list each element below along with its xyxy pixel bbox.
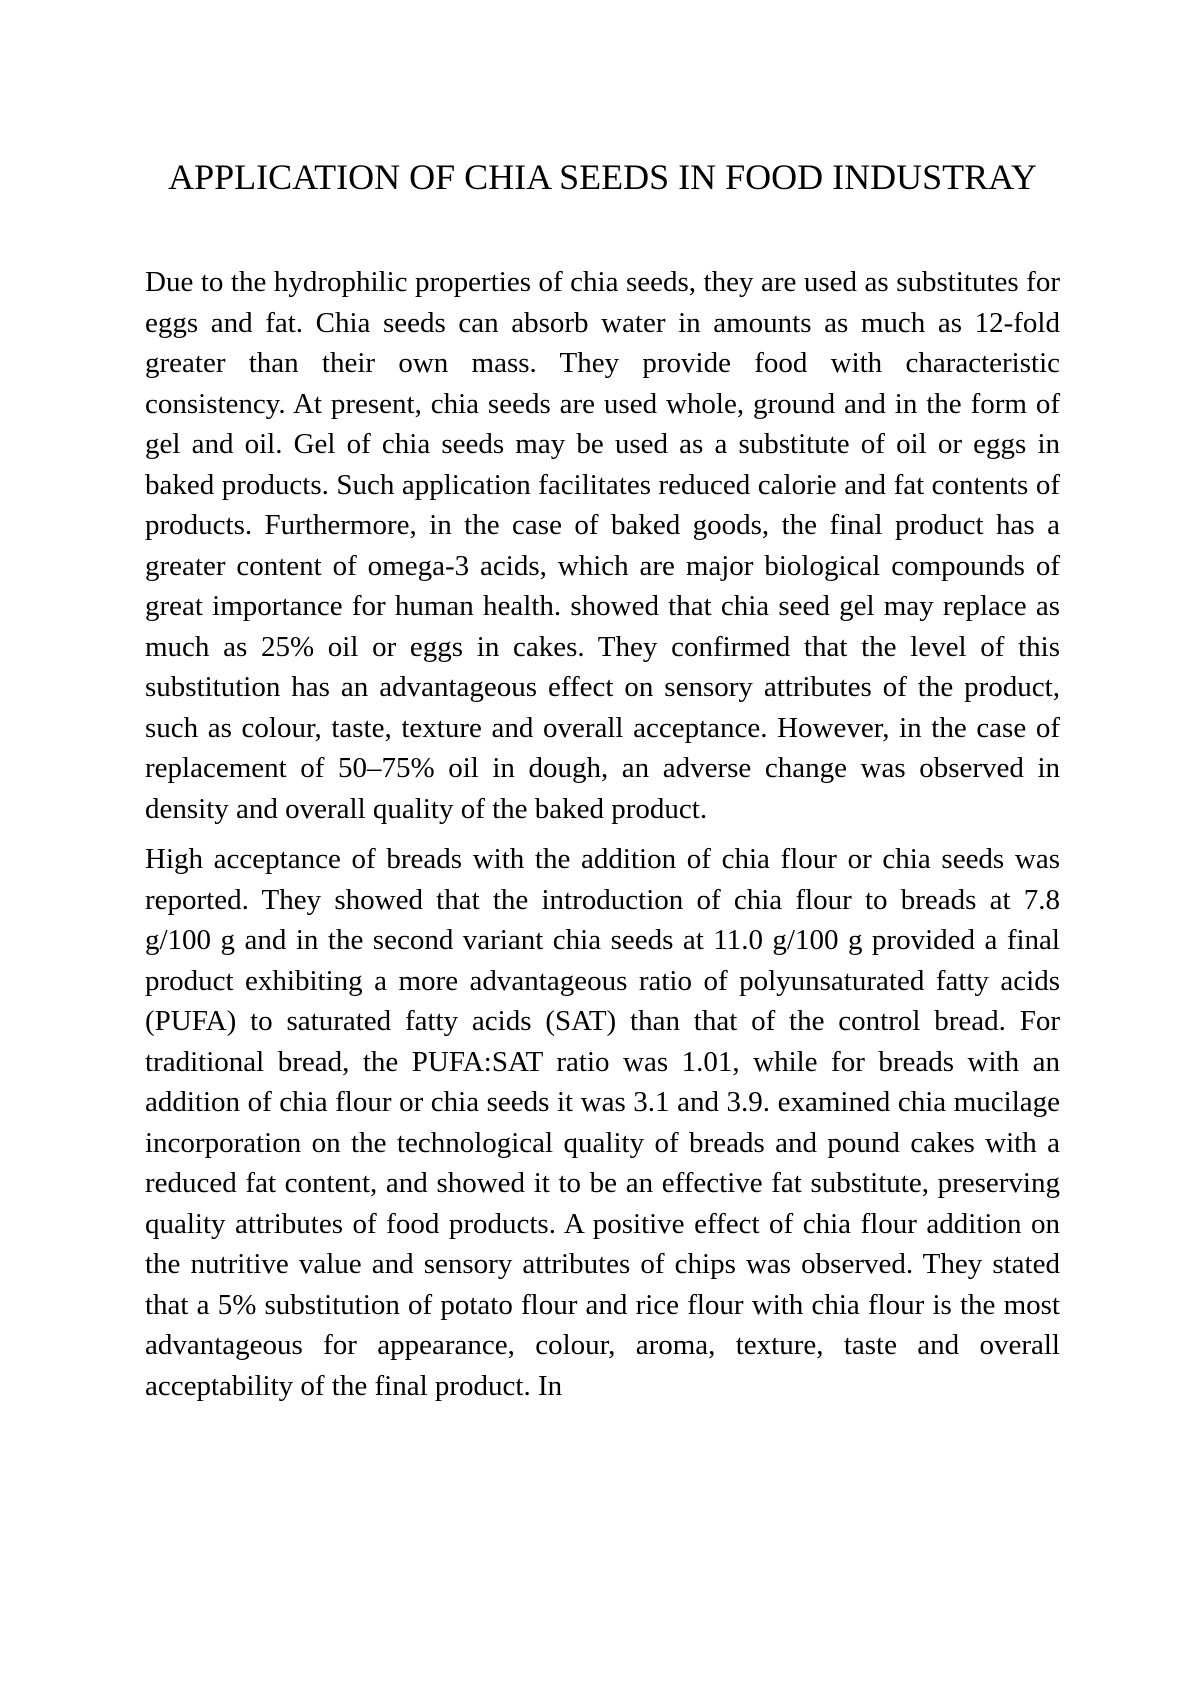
paragraph-1: Due to the hydrophilic properties of chia seeds, they are used as substitutes for eggs and fat. Chia seeds can absorb water in amounts as much as 12-fold greater than their own mass. They provide food with characteristic consistency. At present, chia seeds are used whole, ground and in the form of gel and oil. Gel of chia seeds may be used as a substitute of oil or eggs in baked products. Such application facilitates reduced calorie and fat contents of products. Furthermore, in the case of baked goods, the final product has a greater content of omega-3 acids, which are major biological compounds of great importance for human health. showed that chia seed gel may replace as much as 25% oil or eggs in cakes. They confirmed that the level of this substitution has an advantageous effect on sensory attributes of the product, such as colour, taste, texture and overall acceptance. However, in the case of replacement of 50–75% oil in dough, an adverse change was observed in density and overall quality of the baked product. xyxy=(145,266,1060,825)
document-body xyxy=(145,262,1060,1406)
document-title: APPLICATION OF CHIA SEEDS IN FOOD INDUSTRAY xyxy=(168,157,1037,197)
paragraph-2: High acceptance of breads with the addition of chia flour or chia seeds was reported. They showed that the introduction of chia flour to breads at 7.8 g/100 g and in the second variant chia seeds at 11.0 g/100 g provided a final product exhibiting a more advantageous ratio of polyunsaturated fatty acids (PUFA) to saturated fatty acids (SAT) than that of the control bread. For traditional bread, the PUFA:SAT ratio was 1.01, while for breads with an addition of chia flour or chia seeds it was 3.1 and 3.9. examined chia mucilage incorporation on the technological quality of breads and pound cakes with a reduced fat content, and showed it to be an effective fat substitute, preserving quality attributes of food products. A positive effect of chia flour addition on the nutritive value and sensory attributes of chips was observed. They stated that a 5% substitution of potato flour and rice flour with chia flour is the most advantageous for appearance, colour, aroma, texture, taste and overall acceptability of the final product. In xyxy=(145,843,1060,1402)
